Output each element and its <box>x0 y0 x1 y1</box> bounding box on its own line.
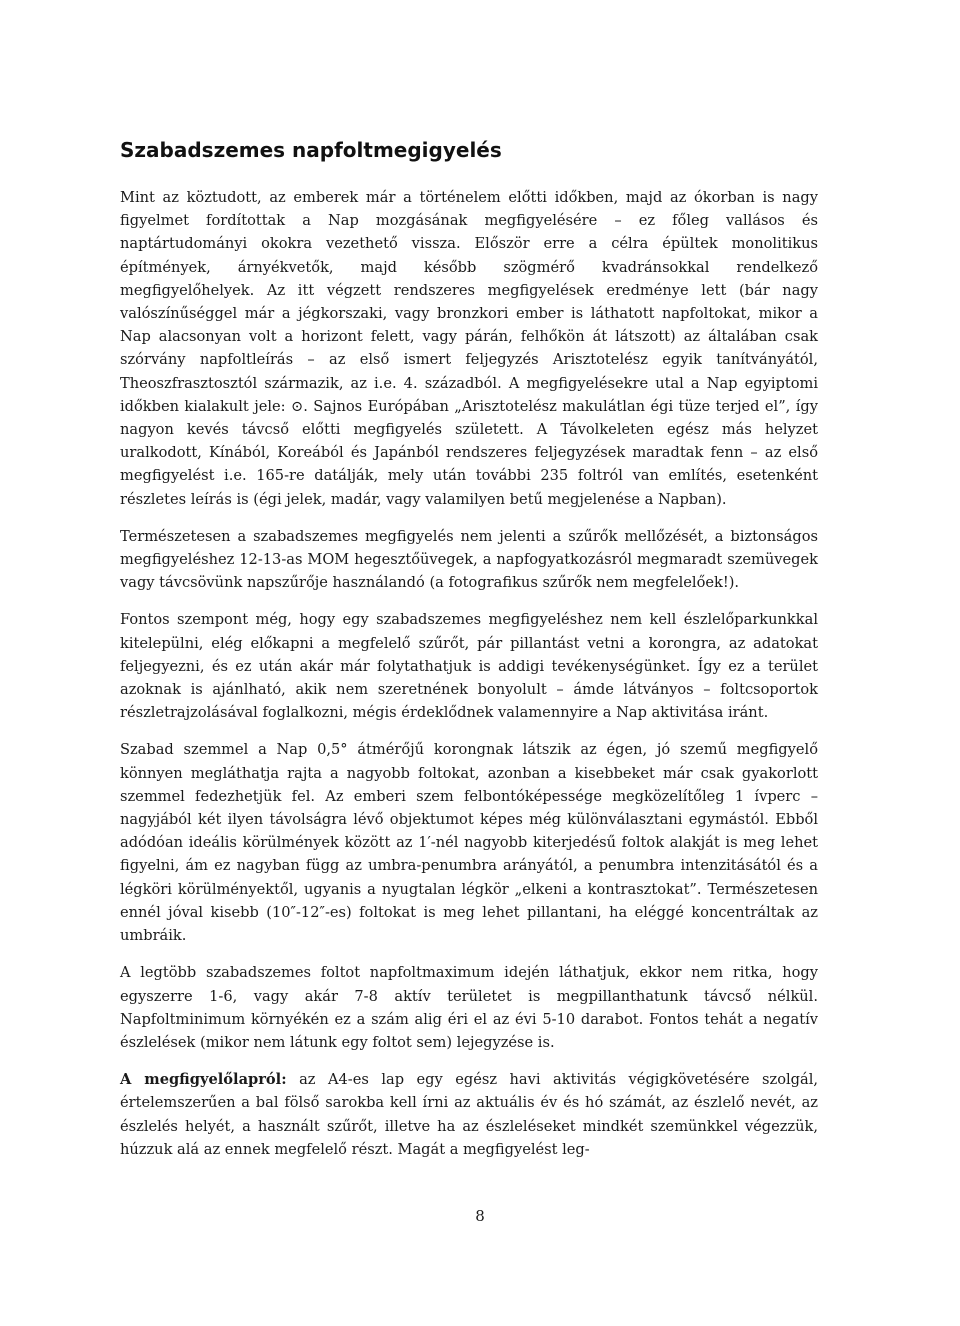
paragraph-observation-sheet <box>120 1068 818 1161</box>
paragraph-sunspot-counts: A legtöbb szabadszemes foltot napfoltmaximum idején láthatjuk, ekkor nem ritka, hogy egyszerre 1-6, vagy akár 7-8 aktív területet is megpillanthatunk távcső nélkül. Napfoltminimum környékén ez a szám alig éri el az évi 5-10 darabot. Fontos tehát a negatív észlelések (mikor nem látunk egy foltot sem) lejegyzése is. <box>120 964 818 1051</box>
paragraph-lead: A megfigyelőlapról: <box>120 1071 287 1089</box>
page-number: 8 <box>475 1207 485 1225</box>
paragraph-eye-resolution: Szabad szemmel a Nap 0,5° átmérőjű korongnak látszik az égen, jó szemű megfigyelő könnyen megláthatja rajta a nagyobb foltokat, azonban a kisebbeket már csak gyakorlott szemmel fedezhetjük fel. Az emberi szem felbontóképessége megközelítőleg 1 ívperc – nagyjából két ilyen távolságra lévő objektumot képes még különválasztani egymástól. Ebből adódóan ideális körülmények között az 1′-nél nagyobb kiterjedésű foltok alakját is meg lehet figyelni, ám ez nagyban függ az umbra-penumbra arányától, a penumbra intenzitásától és a légköri körülményektől, ugyanis a nyugtalan légkör „elkeni a kontrasztokat”. Természetesen ennél jóval kisebb (10″-12″-es) foltokat is meg lehet pillantani, ha eléggé koncentráltak az umbráik. <box>120 741 818 945</box>
paragraph-history: Mint az köztudott, az emberek már a történelem előtti időkben, majd az ókorban is nagy figyelmet fordítottak a Nap mozgásának megfigyelésére – ez főleg vallásos és naptártudományi okokra vezethető vissza. Először erre a célra épültek monolitikus építmények, árnyékvetők, majd később szögmérő kvadránsokkal rendelkező megfigyelőhelyek. Az itt végzett rendszeres megfigyelések eredménye lett (bár nagy valószínűséggel már a jégkorszaki, vagy bronzkori ember is láthatott napfoltokat, mikor a Nap alacsonyan volt a horizont felett, vagy párán, felhőkön át látszott) az általában csak szórvány napfoltleírás – az első ismert feljegyzés Arisztotelész egyik tanítványától, Theoszfrasztosztól származik, az i.e. 4. századból. A megfigyelésekre utal a Nap egyiptomi időkben kialakult jele: ⊙. Sajnos Európában „Arisztotelész makulátlan égi tüze terjed el”, így nagyon kevés távcső előtti megfigyelés született. A Távolkeleten egész más helyzet uralkodott, Kínából, Koreából és Japánból rendszeres feljegyzések maradtak fenn – az első megfigyelést i.e. 165-re datálják, mely után további 235 foltról van említés, esetenként részletes leírás is (égi jelek, madár, vagy valamilyen betű megjelenése a Napban). <box>120 189 818 508</box>
paragraph-convenience: Fontos szempont még, hogy egy szabadszemes megfigyeléshez nem kell észlelőparkunkkal kitelepülni, elég előkapni a megfelelő szűrőt, pár pillantást vetni a korongra, az adatokat feljegyezni, és ez után akár már folytathatjuk is addigi tevékenységünket. Így ez a terület azoknak is ajánlható, akik nem szeretnének bonyolult – ámde látványos – foltcsoportok részletrajzolásával foglalkozni, mégis érdeklődnek valamennyire a Nap aktivitása iránt. <box>120 611 818 722</box>
paragraph-body: az A4-es lap egy egész havi aktivitás végigkövetésére szolgál, értelemszerűen a bal fölső sarokba kell írni az aktuális év és hó számát, az észlelő nevét, az észlelés helyét, a használt szűrőt, illetve ha az észleléseket mindkét szemünkkel végezzük, húzzuk alá az ennek megfelelő részt. Magát a megfigyelést leg- <box>120 1071 819 1158</box>
section-title: Szabadszemes napfoltmegigyelés <box>120 138 502 162</box>
paragraph-filters: Természetesen a szabadszemes megfigyelés nem jelenti a szűrők mellőzését, a biztonságos megfigyeléshez 12-13-as MOM hegesztőüvegek, a napfogyatkozásról megmaradt szemüvegek vagy távcsövünk napszűrője használandó (a fotografikus szűrők nem megfelelőek!). <box>120 527 818 592</box>
document-page <box>120 138 818 1175</box>
